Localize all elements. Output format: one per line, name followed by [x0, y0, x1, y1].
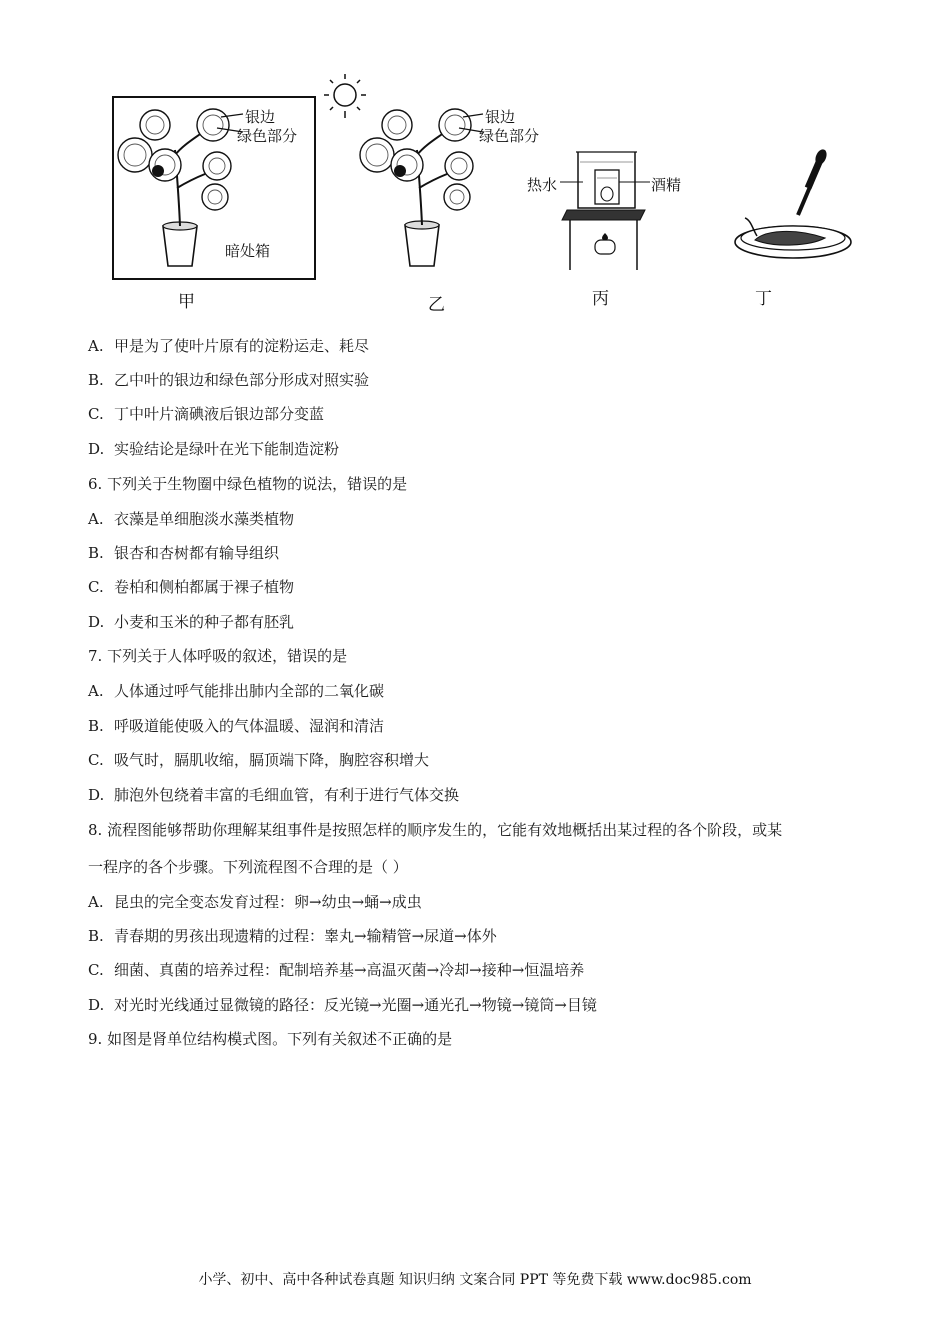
q7-stem: 7. 下列关于人体呼吸的叙述，错误的是 — [88, 647, 348, 665]
page-footer: 小学、初中、高中各种试卷真题 知识归纳 文案合同 PPT 等免费下载 www.doc985.com — [198, 1272, 752, 1288]
q6-option-a: A. 衣藻是单细胞淡水藻类植物 — [88, 510, 295, 528]
alcohol-label: 酒精 — [651, 176, 682, 194]
hot-water-label: 热水 — [527, 176, 558, 194]
figure-label-jia: 甲 — [178, 292, 195, 312]
silver-edge-label-jia: 银边 — [245, 108, 276, 126]
experiment-figure — [105, 70, 865, 315]
q6-option-c: C. 卷柏和侧柏都属于裸子植物 — [88, 578, 295, 596]
dark-box-label: 暗处箱 — [225, 242, 271, 260]
q8-stem-line2: 一程序的各个步骤。下列流程图不合理的是（ ） — [88, 858, 408, 876]
figure-label-bing: 丙 — [592, 289, 609, 309]
q5-option-c: C. 丁中叶片滴碘液后银边部分变蓝 — [88, 405, 325, 423]
figure-label-ding: 丁 — [755, 289, 772, 309]
q6-option-b: B. 银杏和杏树都有输导组织 — [88, 544, 280, 562]
q7-option-c: C. 吸气时，膈肌收缩，膈顶端下降，胸腔容积增大 — [88, 751, 430, 769]
q6-option-d: D. 小麦和玉米的种子都有胚乳 — [88, 613, 295, 631]
q8-option-a: A. 昆虫的完全变态发育过程：卵→幼虫→蛹→成虫 — [88, 893, 422, 911]
q7-option-a: A. 人体通过呼气能排出肺内全部的二氧化碳 — [88, 682, 385, 700]
q8-option-c: C. 细菌、真菌的培养过程：配制培养基→高温灭菌→冷却→接种→恒温培养 — [88, 961, 585, 979]
q5-option-b: B. 乙中叶的银边和绿色部分形成对照实验 — [88, 371, 370, 389]
q5-option-d: D. 实验结论是绿叶在光下能制造淀粉 — [88, 440, 340, 458]
q6-stem: 6. 下列关于生物圈中绿色植物的说法，错误的是 — [88, 475, 408, 493]
figure-label-yi: 乙 — [428, 295, 445, 315]
green-part-label-jia: 绿色部分 — [237, 127, 298, 145]
q7-option-b: B. 呼吸道能使吸入的气体温暖、湿润和清洁 — [88, 717, 385, 735]
q8-stem-line1: 8. 流程图能够帮助你理解某组事件是按照怎样的顺序发生的，它能有效地概括出某过程的各个阶段，或某 — [88, 821, 783, 839]
q7-option-d: D. 肺泡外包绕着丰富的毛细血管，有利于进行气体交换 — [88, 786, 460, 804]
q5-option-a: A. 甲是为了使叶片原有的淀粉运走、耗尽 — [88, 337, 370, 355]
silver-edge-label-yi: 银边 — [485, 108, 516, 126]
green-part-label-yi: 绿色部分 — [479, 127, 540, 145]
q8-option-b: B. 青春期的男孩出现遗精的过程：睾丸→输精管→尿道→体外 — [88, 927, 497, 945]
q9-stem: 9. 如图是肾单位结构模式图。下列有关叙述不正确的是 — [88, 1030, 453, 1048]
q8-option-d: D. 对光时光线通过显微镜的路径：反光镜→光圈→通光孔→物镜→镜筒→目镜 — [88, 996, 597, 1014]
